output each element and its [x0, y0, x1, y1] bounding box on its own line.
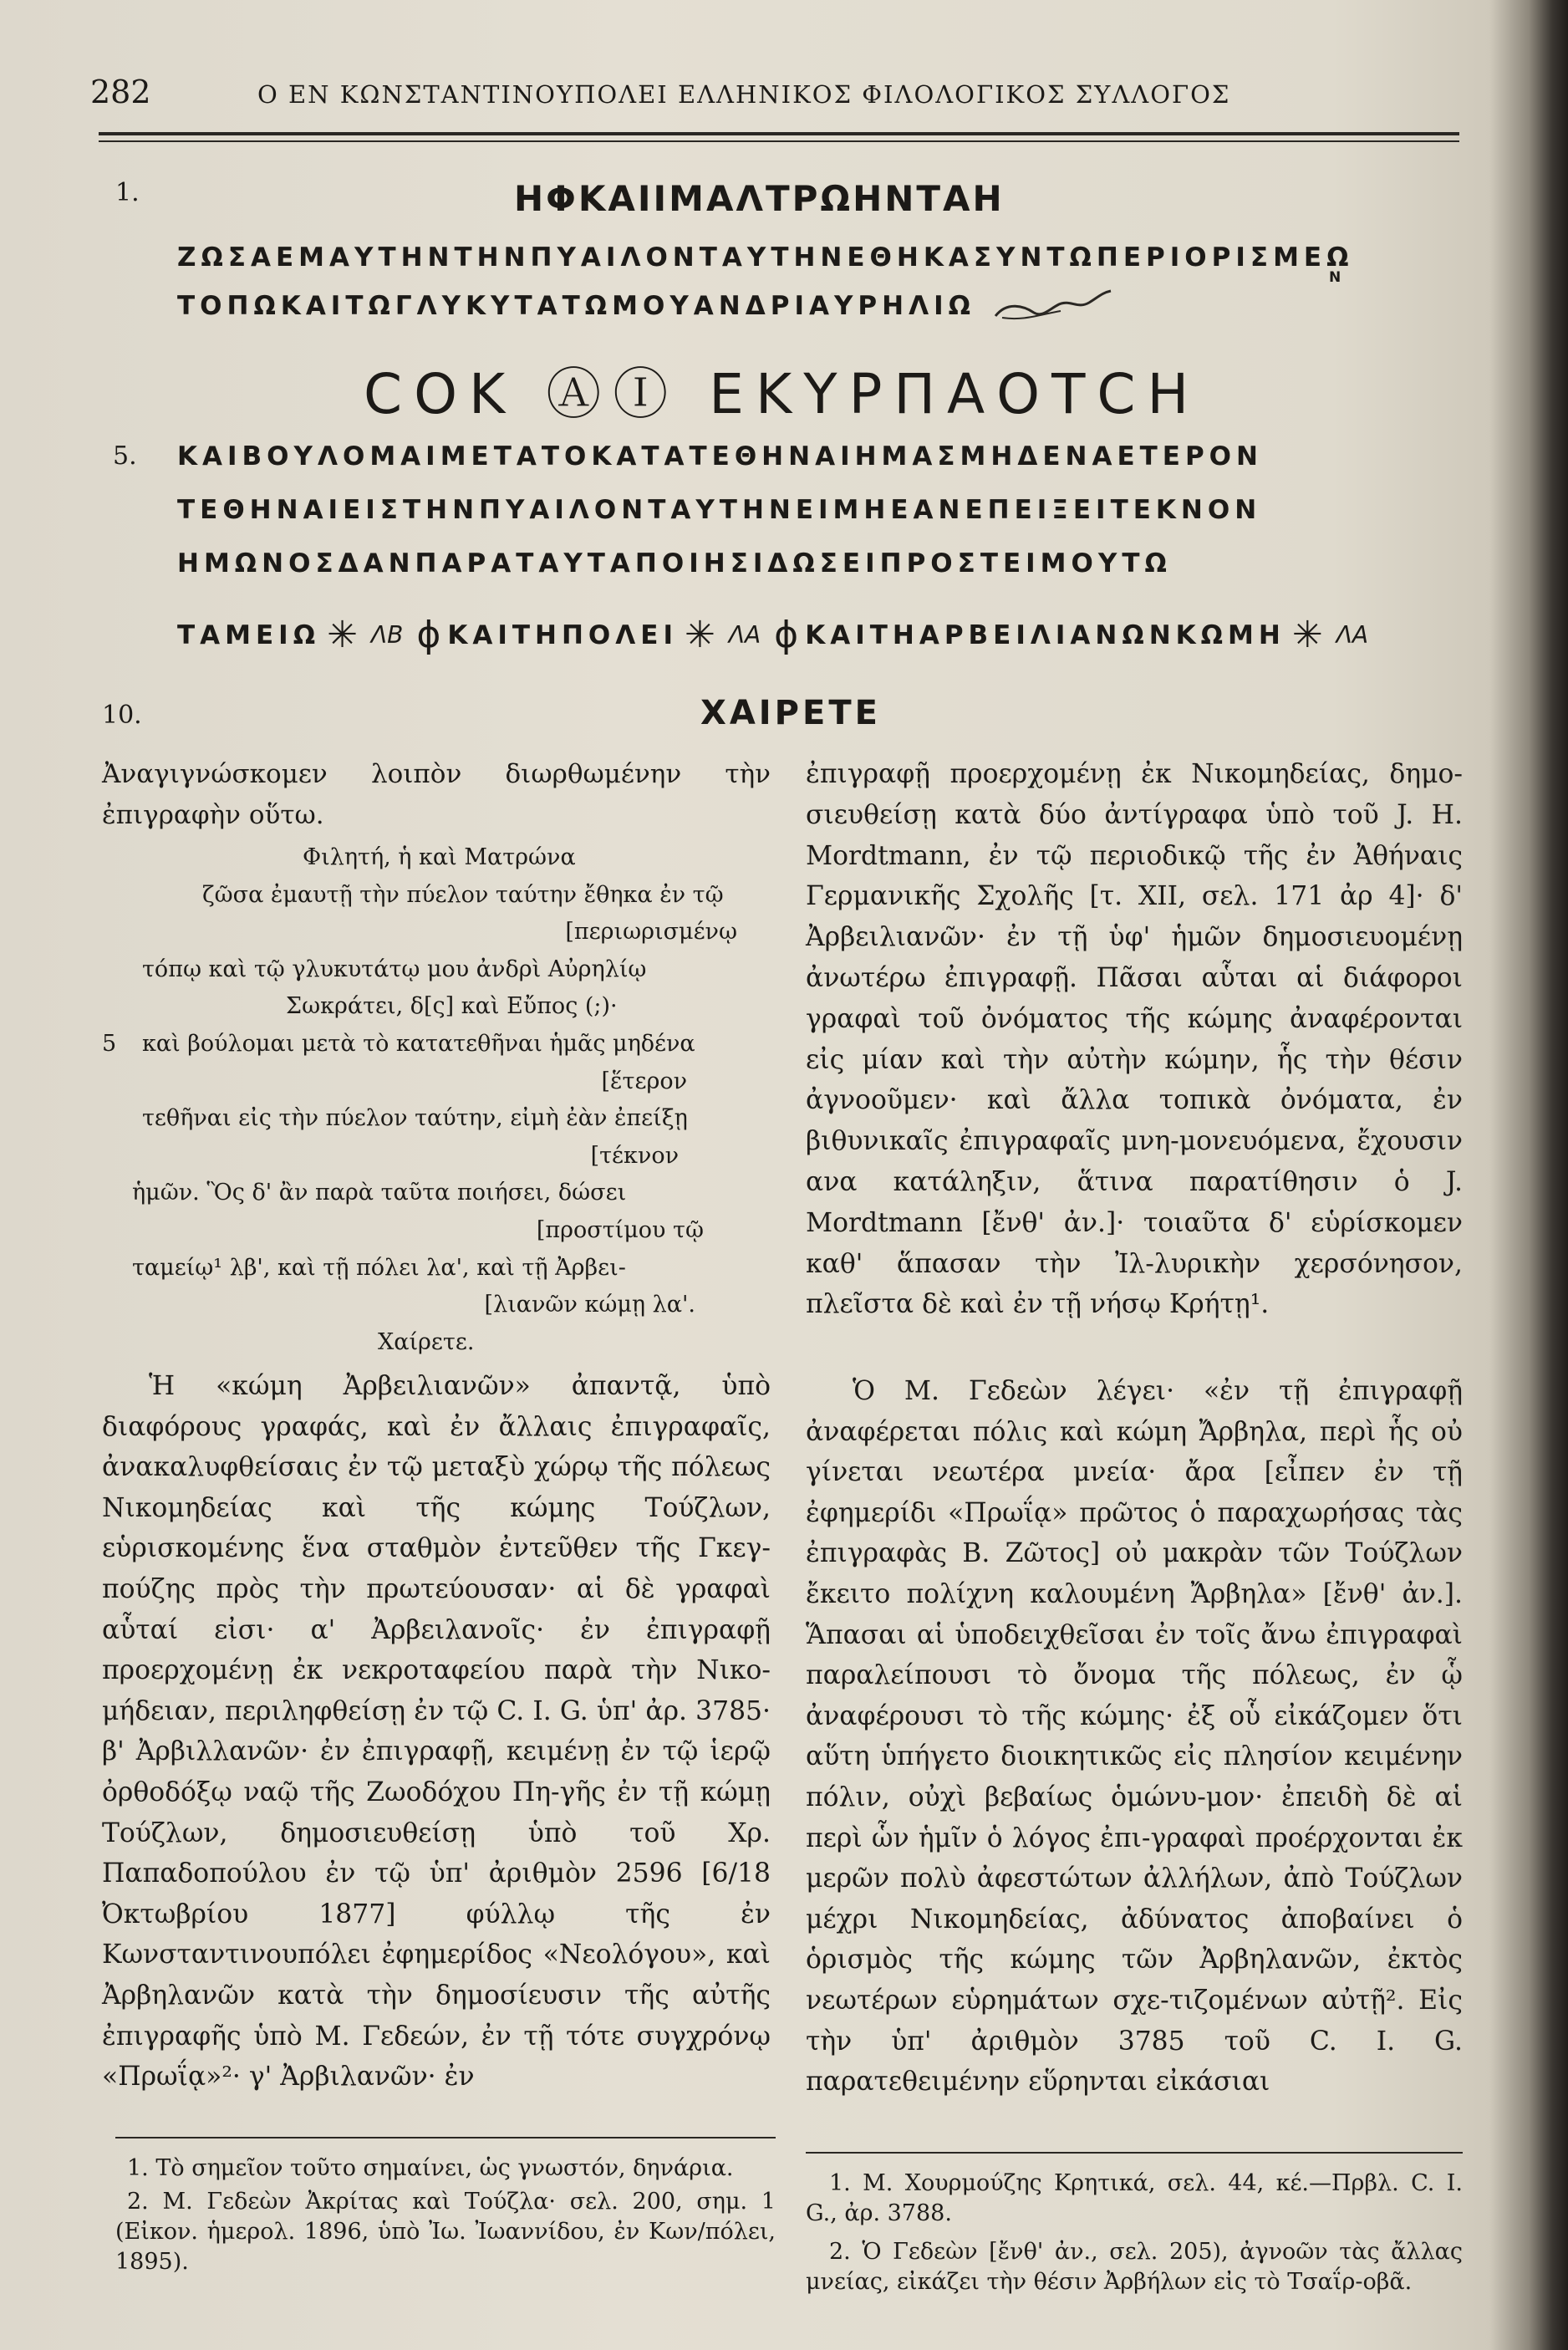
transcription-line: Χαίρετε. — [378, 1328, 475, 1355]
inscription-line-8-c: ΚΑΙΤΗΑΡΒΕΙΛΙΑΝΩΝΚΩΜΗ — [805, 619, 1285, 650]
transcription-line: τόπῳ καὶ τῷ γλυκυτάτῳ μου ἀνδρὶ Αὐρηλίῳ — [142, 956, 647, 982]
footnote-right-2: 2. Ὁ Γεδεὼν [ἔνθ' ἀν., σελ. 205), ἀγνοῶν τὰς ἄλλας μνείας, εἰκάζει τὴν θέσιν Ἀρβήλων εἰς τὸ Τσαΐρ-οβᾶ. — [806, 2239, 1463, 2295]
inscription-line-2: ΖΩΣΑΕΜΑΥΤΗΝΤΗΝΠΥΑΙΛΟΝΤΑΥΤΗΝΕΘΗΚΑΣΥΝΤΩΠΕΡΙΟΡΙΣΜΕΩ — [177, 242, 1354, 273]
transcription-line: Φιλητή, ἡ καὶ Ματρώνα — [303, 844, 576, 870]
denarius-symbol-icon: ✳ — [327, 614, 358, 656]
transcription-line: τεθῆναι εἰς τὴν πύελον ταύτην, εἰμὴ ἐὰν ἐπείξῃ — [142, 1105, 688, 1132]
phi-symbol-icon: ɸ — [774, 614, 799, 656]
numeral-la: ΛΑ — [728, 621, 761, 649]
inscription-line-2-end: Ν — [1329, 269, 1341, 286]
transcription-line: ταμείῳ¹ λβ', καὶ τῇ πόλει λα', καὶ τῇ Ἀρβει- — [132, 1254, 626, 1281]
paragraph-right-2: Ὁ Μ. Γεδεὼν λέγει· «ἐν τῇ ἐπιγραφῇ ἀναφέρεται πόλις καὶ κώμη Ἄρβηλα, περὶ ἧς οὐ γίνεται νεωτέρα μνεία· ἄρα [εἶπεν ἐν τῇ ἐφημερίδι «Πρωΐᾳ» πρῶτος ὁ παραχωρήσας τὰς ἐπιγραφὰς Β. Ζῶτος] οὐ μακρὰν τῶν Τούζλων ἔκειτο πολίχνη καλουμένη Ἄρβηλα» [ἔνθ' ἀν.]. Ἅπασαι αἱ ὑποδειχθεῖσαι ἐν τοῖς ἄνω ἐπιγραφαὶ παραλείπουσι τὸ ὄνομα τῆς πόλεως, ἐν ᾧ ἀναφέρουσι τὸ τῆς κώμης· ἐξ οὗ εἰκάζομεν ὅτι αὕτη ὑπήγετο διοικητικῶς εἰς πλησίον κειμένην πόλιν, οὐχὶ βεβαίως ὁμώνυ-μον· ἐπειδὴ δὲ αἱ περὶ ὧν ἡμῖν ὁ λόγος ἐπι-γραφαὶ προέρχονται ἐκ μερῶν πολὺ ἀφεστώτων ἀλλήλων, ἀπὸ Τούζλων μέχρι Νικομηδείας, ἀδύνατος ἀποβαίνει ὁ ὁρισμὸς τῆς κώμης τῶν Ἀρβηλανῶν, ἐκτὸς νεωτέρων εὑρημάτων σχε-τιζομένων αὐτῇ². Εἰς τὴν ὑπ' ἀριθμὸν 3785 τοῦ C. I. G. παρατεθειμένην εὕρηνται εἰκάσιαι — [806, 1376, 1463, 2098]
line-number-5: 5. — [113, 441, 137, 471]
page-header — [90, 74, 1461, 115]
inscription-line-1: ΗΦΚΑΙΙΜΑΛΤΡΩΗΝΤΑΗ — [514, 178, 1005, 219]
header-rule-thin — [99, 140, 1459, 142]
running-title: Ο ΕΝ ΚΩΝΣΤΑΝΤΙΝΟΥΠΟΛΕΙ ΕΛΛΗΝΙΚΟΣ ΦΙΛΟΛΟΓΙΚΟΣ ΣΥΛΛΟΓΟΣ — [257, 80, 1231, 109]
footnote-right-1: 1. Μ. Χουρμούζης Κρητικά, σελ. 44, κέ.—Πρβλ. C. I. G., ἀρ. 3788. — [806, 2170, 1463, 2226]
transcription-line: [λιανῶν κώμῃ λα'. — [484, 1292, 695, 1318]
inscription-line-8 — [177, 614, 1375, 656]
transcription-line: Σωκράτει, δ[ς] καὶ Εὔπος (;)· — [286, 993, 618, 1020]
inscription-line-3: ΤΟΠΩΚΑΙΤΩΓΛΥΚΥΤΑΤΩΜΟΥΑΝΔΡΙΑΥΡΗΛΙΩ — [177, 291, 975, 321]
inscription-line-5: ΚΑΙΒΟΥΛΟΜΑΙΜΕΤΑΤΟΚΑΤΑΤΕΘΗΝΑΙΗΜΑΣΜΗΔΕΝΑΕΤΕΡΟΝ — [177, 441, 1263, 472]
transcription-line — [102, 1026, 771, 1063]
inscription-line-7: ΗΜΩΝΟΣΔΑΝΠΑΡΑΤΑΥΤΑΠΟΙΗΣΙΔΩΣΕΙΠΡΟΣΤΕΙΜΟΥΤΩ — [177, 548, 1172, 579]
denarius-symbol-icon: ✳ — [684, 614, 715, 656]
transcription-line: [τέκνον — [590, 1142, 679, 1169]
intro-paragraph: Ἀναγιγνώσκομεν λοιπὸν διωρθωμένην τὴν ἐπιγραφὴν οὕτω. — [102, 759, 771, 830]
footnote-left-2: 2. Μ. Γεδεὼν Ἀκρίτας καὶ Τούζλα· σελ. 200, σημ. 1 (Εἰκον. ἡμερολ. 1896, ὑπὸ Ἰω. Ἰωαννίδου, ἐν Κων/πόλει, 1895). — [115, 2189, 776, 2275]
page-number: 282 — [90, 74, 151, 110]
numeral-lb: ΛΒ — [370, 621, 404, 649]
flourish-icon — [990, 284, 1116, 326]
footnote-rule — [115, 2137, 776, 2138]
inscription-line-6: ΤΕΘΗΝΑΙΕΙΣΤΗΝΠΥΑΙΛΟΝΤΑΥΤΗΝΕΙΜΗΕΑΝΕΠΕΙΞΕΙΤΕΚΝΟΝ — [177, 495, 1262, 525]
inscription-line-8-a: ΤΑΜΕΙΩ — [177, 619, 321, 650]
inscription-line-4: ϹΟΚ ⒶⒾ ΕΚΥΡΠΑΟΤϹΗ — [364, 362, 1201, 426]
transcription-line: ζῶσα ἐμαυτῇ τὴν πύελον ταύτην ἔθηκα ἐν τῷ — [202, 881, 724, 908]
transcription-text: καὶ βούλομαι μετὰ τὸ κατατεθῆναι ἡμᾶς μηδένα — [142, 1030, 695, 1057]
inscription-line-8-b: ΚΑΙΤΗΠΟΛΕΙ — [447, 619, 678, 650]
phi-symbol-icon: ɸ — [416, 614, 441, 656]
numeral-la: ΛΑ — [1336, 621, 1369, 649]
inscription-line-9: ΧΑΙΡΕΤΕ — [700, 694, 881, 732]
transcription-line: ἡμῶν. Ὃς δ' ἂν παρὰ ταῦτα ποιήσει, δώσει — [132, 1180, 627, 1206]
denarius-symbol-icon: ✳ — [1291, 614, 1323, 656]
footnote-left-1: 1. Τὸ σημεῖον τοῦτο σημαίνει, ὡς γνωστόν, δηνάρια. — [127, 2155, 734, 2181]
header-rule — [99, 132, 1459, 135]
transcription-line: [περιωρισμένῳ — [565, 919, 737, 946]
paragraph-right-1: ἐπιγραφῇ προερχομένῃ ἐκ Νικομηδείας, δημο-σιευθείσῃ κατὰ δύο ἀντίγραφα ὑπὸ τοῦ J. H. Mordtmann, ἐν τῷ περιοδικῷ τῆς ἐν Ἀθήναις Γερμανικῆς Σχολῆς [τ. XII, σελ. 171 ἀρ 4]· δ' Ἀρβειλιανῶν· ἐν τῇ ὑφ' ἡμῶν δημοσιευομένῃ ἀνωτέρω ἐπιγραφῇ. Πᾶσαι αὗται αἱ διάφοροι γραφαὶ τοῦ ὀνόματος τῆς κώμης ἀναφέρονται εἰς μίαν καὶ τὴν αὐτὴν κώμην, ἧς τὴν θέσιν ἀγνοοῦμεν· καὶ ἄλλα τοπικὰ ὀνόματα, ἐν βιθυνικαῖς ἐπιγραφαῖς μνη-μονευόμενα, ἔχουσιν ανα κατάληξιν, ἅτινα παρατίθησιν ὁ J. Mordtmann [ἔνθ' ἀν.]· τοιαῦτα δ' εὑρίσκομεν καθ' ἅπασαν τὴν Ἰλ-λυρικὴν χερσόνησον, πλεῖστα δὲ καὶ ἐν τῇ νήσῳ Κρήτῃ¹. — [806, 759, 1463, 1320]
footnote-rule — [806, 2152, 1463, 2154]
line-number-5: 5 — [102, 1030, 117, 1057]
main-paragraph-left: Ἡ «κώμη Ἀρβειλιανῶν» ἀπαντᾷ, ὑπὸ διαφόρους γραφάς, καὶ ἐν ἄλλαις ἐπιγραφαῖς, ἀνακαλυφθείσαις ἐν τῷ μεταξὺ χώρῳ τῆς πόλεως Νικομηδείας καὶ τῆς κώμης Τούζλων, εὑρισκομένης ἕνα σταθμὸν ἐντεῦθεν τῆς Γκεγ-πούζης πρὸς τὴν πρωτεύουσαν· αἱ δὲ γραφαὶ αὗταί εἰσι· α' Ἀρβειλανοῖς· ἐν ἐπιγραφῇ προερχομένῃ ἐκ νεκροταφείου παρὰ τὴν Νικο-μήδειαν, περιληφθείσῃ ἐν τῷ C. I. G. ὑπ' ἀρ. 3785· β' Ἀρβιλλανῶν· ἐν ἐπιγραφῇ, κειμένῃ ἐν τῷ ἱερῷ ὀρθοδόξῳ ναῷ τῆς Ζωοδόχου Πη-γῆς ἐν τῇ κώμῃ Τούζλων, δημοσιευθείσῃ ὑπὸ τοῦ Χρ. Παπαδοπούλου ἐν τῷ ὑπ' ἀριθμὸν 2596 [6/18 Ὀκτωβρίου 1877] φύλλῳ τῆς ἐν Κωνσταντινουπόλει ἐφημερίδος «Νεολόγου», καὶ Ἀρβηλανῶν κατὰ τὴν δημοσίευσιν τῆς αὐτῆς ἐπιγραφῆς ὑπὸ Μ. Γεδεών, ἐν τῇ τότε συγχρόνῳ «Πρωΐᾳ»²· γ' Ἀρβιλανῶν· ἐν — [102, 1371, 771, 2093]
transcription-line: [προστίμου τῷ — [536, 1216, 704, 1243]
transcription — [102, 839, 771, 1361]
line-number-10: 10. — [102, 701, 142, 730]
line-number-1: 1. — [115, 178, 140, 207]
transcription-line: [ἕτερον — [601, 1068, 687, 1094]
